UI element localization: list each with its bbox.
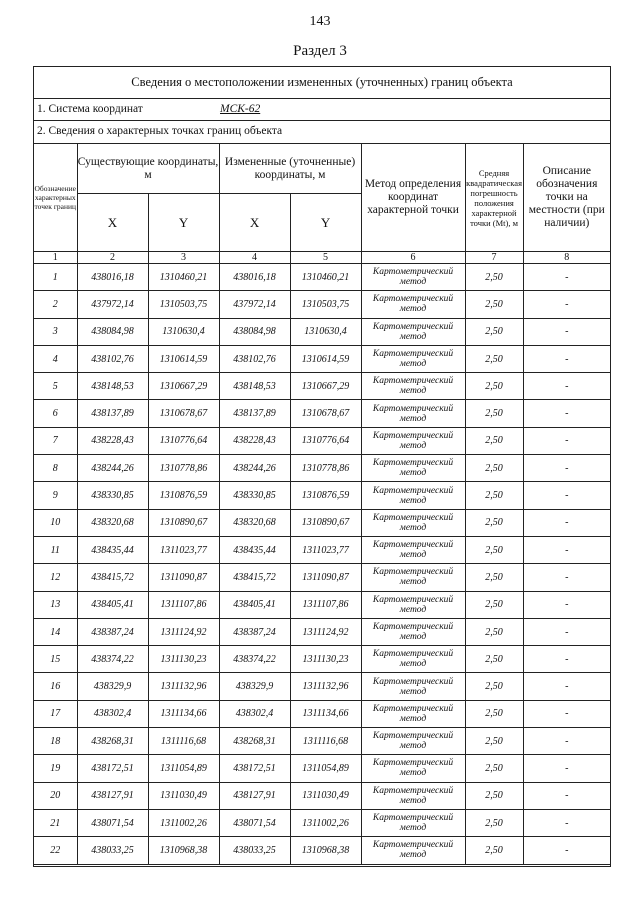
changed-y-cell: 1310778,86: [290, 455, 361, 482]
existing-x-cell: 438127,91: [77, 782, 148, 809]
description-cell: -: [523, 809, 610, 836]
accuracy-cell: 2,50: [465, 618, 523, 645]
description-cell: -: [523, 482, 610, 509]
coord-system-value: МСК-62: [220, 103, 261, 115]
col-accuracy-header: Средняя квадратическая погрешность положения характерной точки (Mt), м: [465, 144, 523, 252]
existing-x-cell: 438137,89: [77, 400, 148, 427]
table-row: [34, 700, 610, 727]
existing-y-cell: 1311134,66: [148, 700, 219, 727]
existing-y-cell: 1310778,86: [148, 455, 219, 482]
changed-x-cell: 438374,22: [219, 646, 290, 673]
description-cell: -: [523, 591, 610, 618]
point-number-cell: 1: [34, 264, 77, 291]
changed-x-cell: 438302,4: [219, 700, 290, 727]
column-number: 2: [77, 252, 148, 264]
description-cell: -: [523, 700, 610, 727]
method-cell: Картометрический метод: [361, 400, 465, 427]
table-row: [34, 264, 610, 291]
point-number-cell: 9: [34, 482, 77, 509]
point-number-cell: 5: [34, 373, 77, 400]
method-cell: Картометрический метод: [361, 591, 465, 618]
existing-x-cell: 438148,53: [77, 373, 148, 400]
description-cell: -: [523, 264, 610, 291]
changed-x-cell: 438435,44: [219, 536, 290, 563]
existing-x-cell: 438033,25: [77, 837, 148, 864]
table-row: [34, 564, 610, 591]
changed-y-cell: 1311030,49: [290, 782, 361, 809]
changed-y-cell: 1310460,21: [290, 264, 361, 291]
col-y-changed-header: Y: [290, 194, 361, 252]
changed-y-cell: 1311054,89: [290, 755, 361, 782]
changed-y-cell: 1311124,92: [290, 618, 361, 645]
point-number-cell: 3: [34, 318, 77, 345]
existing-x-cell: 438405,41: [77, 591, 148, 618]
existing-y-cell: 1311023,77: [148, 536, 219, 563]
point-number-cell: 13: [34, 591, 77, 618]
accuracy-cell: 2,50: [465, 700, 523, 727]
col-changed-header: Измененные (уточненные) координаты, м: [219, 144, 361, 194]
existing-x-cell: 438228,43: [77, 427, 148, 454]
method-cell: Картометрический метод: [361, 618, 465, 645]
column-number: 1: [34, 252, 77, 264]
existing-y-cell: 1310678,67: [148, 400, 219, 427]
accuracy-cell: 2,50: [465, 345, 523, 372]
method-cell: Картометрический метод: [361, 536, 465, 563]
method-cell: Картометрический метод: [361, 373, 465, 400]
method-cell: Картометрический метод: [361, 673, 465, 700]
existing-y-cell: 1311130,23: [148, 646, 219, 673]
changed-y-cell: 1310503,75: [290, 291, 361, 318]
accuracy-cell: 2,50: [465, 318, 523, 345]
changed-x-cell: 438137,89: [219, 400, 290, 427]
column-number: 7: [465, 252, 523, 264]
changed-x-cell: 437972,14: [219, 291, 290, 318]
table-row: [34, 728, 610, 755]
table-row: [34, 291, 610, 318]
column-number: 5: [290, 252, 361, 264]
column-number: 8: [523, 252, 610, 264]
description-cell: -: [523, 291, 610, 318]
accuracy-cell: 2,50: [465, 427, 523, 454]
point-number-cell: 12: [34, 564, 77, 591]
changed-x-cell: 438244,26: [219, 455, 290, 482]
existing-y-cell: 1310876,59: [148, 482, 219, 509]
method-cell: Картометрический метод: [361, 345, 465, 372]
table-row: [34, 536, 610, 563]
method-cell: Картометрический метод: [361, 755, 465, 782]
description-cell: -: [523, 318, 610, 345]
coord-system-label: 1. Система координат: [37, 103, 143, 115]
coord-system-row: [34, 99, 610, 121]
existing-x-cell: 437972,14: [77, 291, 148, 318]
existing-y-cell: 1310460,21: [148, 264, 219, 291]
changed-y-cell: 1310614,59: [290, 345, 361, 372]
table-row: [34, 482, 610, 509]
method-cell: Картометрический метод: [361, 482, 465, 509]
changed-x-cell: 438415,72: [219, 564, 290, 591]
description-cell: -: [523, 837, 610, 864]
changed-x-cell: 438033,25: [219, 837, 290, 864]
table-row: [34, 809, 610, 836]
column-number: 3: [148, 252, 219, 264]
changed-x-cell: 438016,18: [219, 264, 290, 291]
point-number-cell: 7: [34, 427, 77, 454]
existing-x-cell: 438084,98: [77, 318, 148, 345]
accuracy-cell: 2,50: [465, 782, 523, 809]
point-number-cell: 19: [34, 755, 77, 782]
changed-x-cell: 438387,24: [219, 618, 290, 645]
table-title: Сведения о местоположении измененных (уточненных) границ объекта: [34, 67, 610, 99]
page-number: 143: [309, 14, 331, 29]
changed-x-cell: 438084,98: [219, 318, 290, 345]
accuracy-cell: 2,50: [465, 373, 523, 400]
existing-y-cell: 1310776,64: [148, 427, 219, 454]
points-section-row: [34, 121, 610, 143]
table-row: [34, 646, 610, 673]
table-row: [34, 673, 610, 700]
existing-y-cell: 1310503,75: [148, 291, 219, 318]
description-cell: -: [523, 400, 610, 427]
accuracy-cell: 2,50: [465, 455, 523, 482]
accuracy-cell: 2,50: [465, 482, 523, 509]
point-number-cell: 8: [34, 455, 77, 482]
changed-y-cell: 1311116,68: [290, 728, 361, 755]
changed-y-cell: 1310678,67: [290, 400, 361, 427]
col-designation-header: Обозначение характерных точек границ: [34, 144, 77, 252]
changed-y-cell: 1310776,64: [290, 427, 361, 454]
accuracy-cell: 2,50: [465, 264, 523, 291]
description-cell: -: [523, 427, 610, 454]
existing-y-cell: 1311090,87: [148, 564, 219, 591]
col-x-existing-header: X: [77, 194, 148, 252]
method-cell: Картометрический метод: [361, 455, 465, 482]
section-title: Раздел 3: [293, 43, 347, 59]
point-number-cell: 22: [34, 837, 77, 864]
changed-x-cell: 438172,51: [219, 755, 290, 782]
description-cell: -: [523, 728, 610, 755]
existing-x-cell: 438172,51: [77, 755, 148, 782]
col-existing-header: Существующие координаты, м: [77, 144, 219, 194]
table-row: [34, 755, 610, 782]
description-cell: -: [523, 373, 610, 400]
existing-x-cell: 438374,22: [77, 646, 148, 673]
description-cell: -: [523, 564, 610, 591]
col-description-header: Описание обозначения точки на местности (при наличии): [523, 144, 610, 252]
changed-y-cell: 1310968,38: [290, 837, 361, 864]
point-number-cell: 2: [34, 291, 77, 318]
method-cell: Картометрический метод: [361, 728, 465, 755]
existing-y-cell: 1311002,26: [148, 809, 219, 836]
accuracy-cell: 2,50: [465, 673, 523, 700]
column-number: 4: [219, 252, 290, 264]
existing-y-cell: 1311054,89: [148, 755, 219, 782]
method-cell: Картометрический метод: [361, 318, 465, 345]
accuracy-cell: 2,50: [465, 646, 523, 673]
changed-x-cell: 438268,31: [219, 728, 290, 755]
changed-x-cell: 438405,41: [219, 591, 290, 618]
description-cell: -: [523, 345, 610, 372]
point-number-cell: 16: [34, 673, 77, 700]
changed-y-cell: 1311130,23: [290, 646, 361, 673]
point-number-cell: 15: [34, 646, 77, 673]
point-number-cell: 20: [34, 782, 77, 809]
method-cell: Картометрический метод: [361, 509, 465, 536]
description-cell: -: [523, 455, 610, 482]
existing-x-cell: 438102,76: [77, 345, 148, 372]
description-cell: -: [523, 536, 610, 563]
accuracy-cell: 2,50: [465, 564, 523, 591]
table-row: [34, 591, 610, 618]
existing-x-cell: 438071,54: [77, 809, 148, 836]
accuracy-cell: 2,50: [465, 755, 523, 782]
existing-x-cell: 438320,68: [77, 509, 148, 536]
changed-x-cell: 438127,91: [219, 782, 290, 809]
point-number-cell: 21: [34, 809, 77, 836]
point-number-cell: 4: [34, 345, 77, 372]
existing-x-cell: 438415,72: [77, 564, 148, 591]
description-cell: -: [523, 673, 610, 700]
changed-y-cell: 1310890,67: [290, 509, 361, 536]
accuracy-cell: 2,50: [465, 291, 523, 318]
accuracy-cell: 2,50: [465, 728, 523, 755]
changed-y-cell: 1310630,4: [290, 318, 361, 345]
changed-y-cell: 1311090,87: [290, 564, 361, 591]
col-y-existing-header: Y: [148, 194, 219, 252]
existing-x-cell: 438016,18: [77, 264, 148, 291]
existing-x-cell: 438329,9: [77, 673, 148, 700]
existing-x-cell: 438268,31: [77, 728, 148, 755]
point-number-cell: 17: [34, 700, 77, 727]
existing-x-cell: 438244,26: [77, 455, 148, 482]
existing-y-cell: 1311107,86: [148, 591, 219, 618]
description-cell: -: [523, 509, 610, 536]
table-row: [34, 782, 610, 809]
col-x-changed-header: X: [219, 194, 290, 252]
accuracy-cell: 2,50: [465, 837, 523, 864]
method-cell: Картометрический метод: [361, 264, 465, 291]
column-numbers-row: [34, 252, 610, 264]
existing-y-cell: 1311030,49: [148, 782, 219, 809]
description-cell: -: [523, 618, 610, 645]
point-number-cell: 14: [34, 618, 77, 645]
existing-y-cell: 1310890,67: [148, 509, 219, 536]
existing-y-cell: 1310630,4: [148, 318, 219, 345]
changed-x-cell: 438148,53: [219, 373, 290, 400]
changed-x-cell: 438330,85: [219, 482, 290, 509]
accuracy-cell: 2,50: [465, 591, 523, 618]
document-table-frame: [33, 66, 611, 867]
point-number-cell: 6: [34, 400, 77, 427]
table-row: [34, 455, 610, 482]
changed-x-cell: 438071,54: [219, 809, 290, 836]
accuracy-cell: 2,50: [465, 536, 523, 563]
existing-y-cell: 1311124,92: [148, 618, 219, 645]
changed-y-cell: 1311107,86: [290, 591, 361, 618]
existing-x-cell: 438330,85: [77, 482, 148, 509]
method-cell: Картометрический метод: [361, 427, 465, 454]
existing-x-cell: 438435,44: [77, 536, 148, 563]
points-table: [34, 143, 610, 865]
existing-y-cell: 1310968,38: [148, 837, 219, 864]
method-cell: Картометрический метод: [361, 564, 465, 591]
point-number-cell: 10: [34, 509, 77, 536]
description-cell: -: [523, 755, 610, 782]
point-number-cell: 18: [34, 728, 77, 755]
existing-y-cell: 1310614,59: [148, 345, 219, 372]
changed-y-cell: 1311134,66: [290, 700, 361, 727]
table-row: [34, 427, 610, 454]
changed-y-cell: 1310667,29: [290, 373, 361, 400]
method-cell: Картометрический метод: [361, 809, 465, 836]
col-method-header: Метод определения координат характерной точки: [361, 144, 465, 252]
changed-y-cell: 1310876,59: [290, 482, 361, 509]
method-cell: Картометрический метод: [361, 646, 465, 673]
existing-y-cell: 1310667,29: [148, 373, 219, 400]
changed-y-cell: 1311023,77: [290, 536, 361, 563]
point-number-cell: 11: [34, 536, 77, 563]
accuracy-cell: 2,50: [465, 809, 523, 836]
points-section-label: 2. Сведения о характерных точках границ объекта: [37, 125, 283, 137]
existing-y-cell: 1311116,68: [148, 728, 219, 755]
table-row: [34, 345, 610, 372]
description-cell: -: [523, 782, 610, 809]
changed-x-cell: 438329,9: [219, 673, 290, 700]
column-number: 6: [361, 252, 465, 264]
table-row: [34, 618, 610, 645]
method-cell: Картометрический метод: [361, 837, 465, 864]
changed-x-cell: 438320,68: [219, 509, 290, 536]
changed-y-cell: 1311132,96: [290, 673, 361, 700]
table-row: [34, 318, 610, 345]
existing-x-cell: 438302,4: [77, 700, 148, 727]
table-row: [34, 509, 610, 536]
header-row-1: [34, 144, 610, 194]
existing-x-cell: 438387,24: [77, 618, 148, 645]
method-cell: Картометрический метод: [361, 700, 465, 727]
changed-x-cell: 438102,76: [219, 345, 290, 372]
table-row: [34, 373, 610, 400]
description-cell: -: [523, 646, 610, 673]
table-row: [34, 837, 610, 864]
accuracy-cell: 2,50: [465, 400, 523, 427]
existing-y-cell: 1311132,96: [148, 673, 219, 700]
method-cell: Картометрический метод: [361, 782, 465, 809]
accuracy-cell: 2,50: [465, 509, 523, 536]
table-row: [34, 400, 610, 427]
method-cell: Картометрический метод: [361, 291, 465, 318]
changed-y-cell: 1311002,26: [290, 809, 361, 836]
changed-x-cell: 438228,43: [219, 427, 290, 454]
